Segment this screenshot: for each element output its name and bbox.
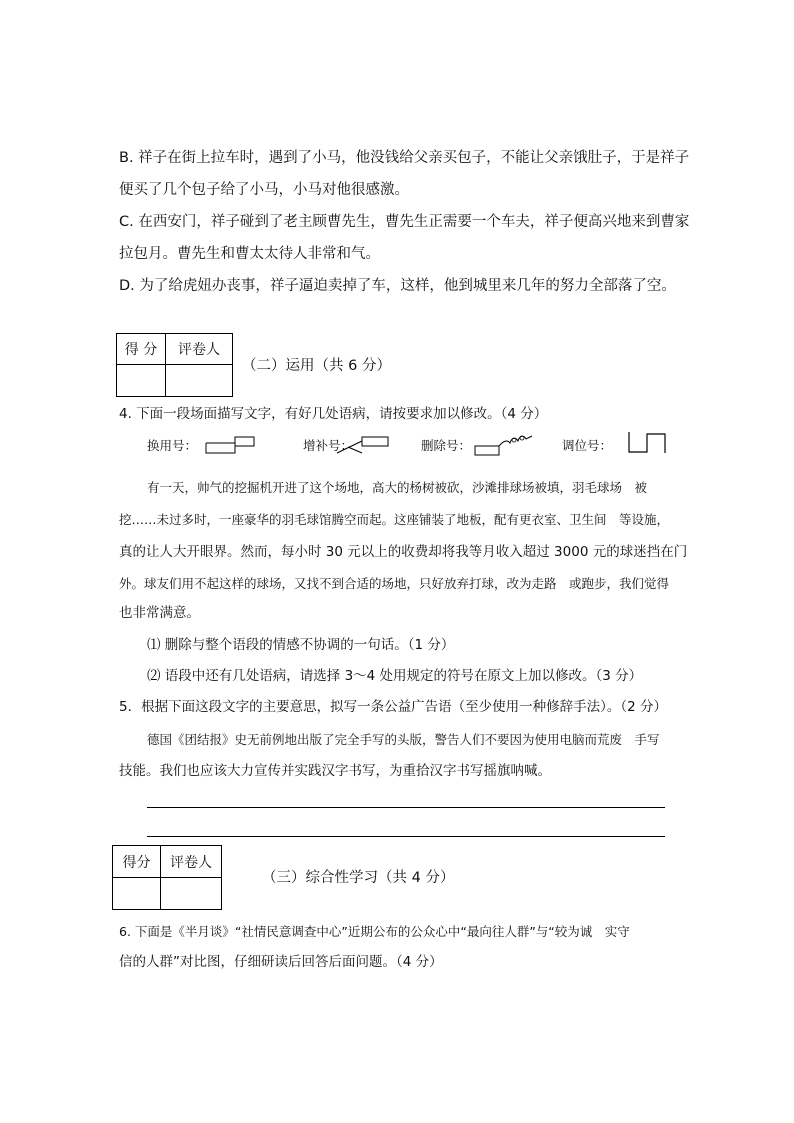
answer-line-1[interactable] xyxy=(147,807,665,808)
insert-symbol-label: 增补号： xyxy=(303,438,354,453)
score-box-section3 xyxy=(112,845,222,910)
section3-title: （三）综合性学习（共 4 分） xyxy=(262,870,455,886)
q4-passage-line2: 挖……未过多时，一座豪华的羽毛球馆腾空而起。这座铺装了地板，配有更衣室、卫生间 等设施， xyxy=(119,512,670,527)
section2-title: （二）运用（共 6 分） xyxy=(242,358,391,374)
insert-symbol-icon xyxy=(336,434,390,456)
grader-cell[interactable] xyxy=(161,878,222,910)
score-label: 得分 xyxy=(113,846,161,878)
score-cell[interactable] xyxy=(117,365,166,397)
reorder-symbol-label: 调位号： xyxy=(562,438,613,453)
q5-prompt: 5．根据下面这段文字的主要意思，拟写一条公益广告语（至少使用一种修辞手法）。（2 分） xyxy=(119,699,667,715)
q4-prompt: 4. 下面一段场面描写文字，有好几处语病，请按要求加以修改。（4 分） xyxy=(119,406,548,422)
q4-passage-line5: 也非常满意。 xyxy=(119,605,200,621)
q4-passage-line4: 外。球友们用不起这样的球场，又找不到合适的场地，只好放弃打球，改为走路 或跑步，我们觉得 xyxy=(119,576,670,591)
grader-label: 评卷人 xyxy=(166,334,233,365)
grader-label: 评卷人 xyxy=(161,846,222,878)
option-c-line2: 拉包月。曹先生和曹太太待人非常和气。 xyxy=(119,246,380,262)
q4-passage-line3: 真的让人大开眼界。然而，每小时 30 元以上的收费却将我等月收入超过 3000 元的球迷挡在门 xyxy=(119,544,688,560)
delete-symbol-icon xyxy=(474,431,536,457)
answer-line-2[interactable] xyxy=(147,836,665,837)
score-box-section2 xyxy=(116,333,233,397)
q6-line2: 信的人群”对比图，仔细研读后回答后面问题。（4 分） xyxy=(119,954,443,970)
q4-sub1: ⑴ 删除与整个语段的情感不协调的一句话。（1 分） xyxy=(147,637,455,653)
option-d-line1: D. 为了给虎妞办丧事，祥子逼迫卖掉了车，这样，他到城里来几年的努力全部落了空。 xyxy=(119,278,676,294)
delete-symbol-label: 删除号： xyxy=(421,438,472,453)
replace-symbol-label: 换用号： xyxy=(147,438,198,453)
q5-passage-line2: 技能。我们也应该大力宣传并实践汉字书写，为重拾汉字书写摇旗呐喊。 xyxy=(119,763,551,779)
q6-line1: 6. 下面是《半月谈》“社情民意调查中心”近期公布的公众心中“最向往人群”与“较为诚 实守 xyxy=(119,924,630,939)
option-b-line2: 便买了几个包子给了小马，小马对他很感激。 xyxy=(119,182,409,198)
grader-cell[interactable] xyxy=(166,365,233,397)
q5-passage-line1: 德国《团结报》史无前例地出版了完全手写的头版，警告人们不要因为使用电脑而荒废 手写 xyxy=(147,732,660,747)
option-b-line1: B. 祥子在街上拉车时，遇到了小马，他没钱给父亲买包子，不能让父亲饿肚子，于是祥子 xyxy=(119,150,690,166)
score-cell[interactable] xyxy=(113,878,161,910)
replace-symbol-icon xyxy=(205,434,255,456)
reorder-symbol-icon xyxy=(627,430,669,456)
score-label: 得 分 xyxy=(117,334,166,365)
option-c-line1: C. 在西安门，祥子碰到了老主顾曹先生，曹先生正需要一个车夫，祥子便高兴地来到曹家 xyxy=(119,214,690,230)
q4-sub2: ⑵ 语段中还有几处语病，请选择 3～4 处用规定的符号在原文上加以修改。（3 分） xyxy=(147,668,643,684)
q4-passage-line1: 有一天，帅气的挖掘机开进了这个场地，高大的杨树被砍，沙滩排球场被填，羽毛球场 被 xyxy=(147,480,648,495)
